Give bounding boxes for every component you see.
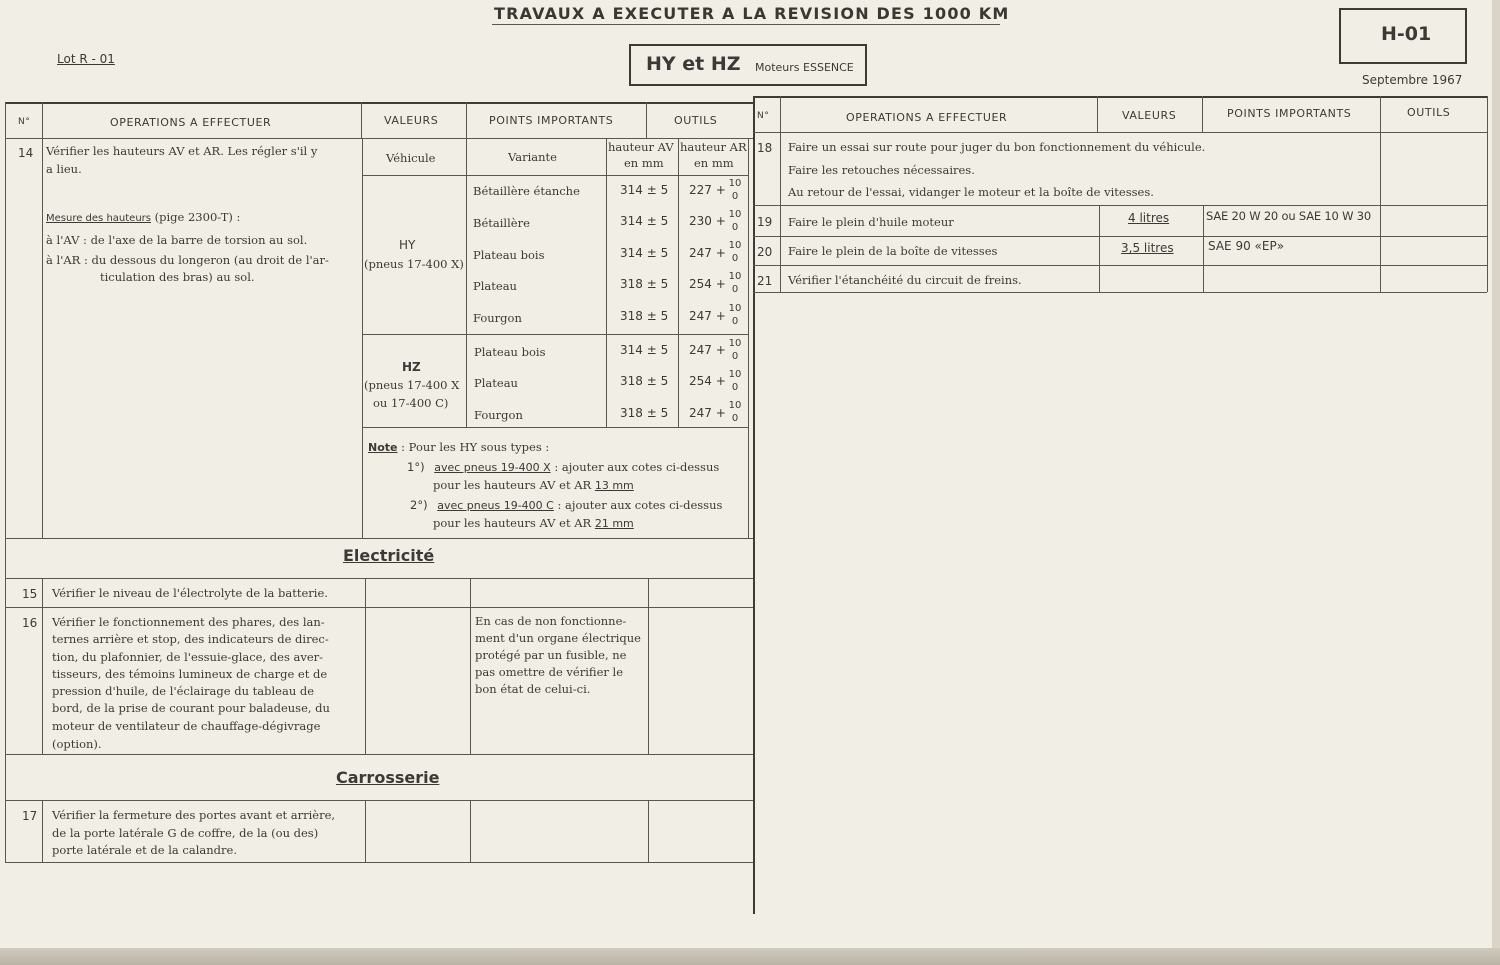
op-text: ticulation des bras) au sol. bbox=[100, 270, 255, 284]
op-text: Vérifier le niveau de l'électrolyte de la batterie. bbox=[52, 586, 328, 600]
note-num: 2°) bbox=[410, 498, 428, 512]
height-header-variant: Variante bbox=[508, 150, 557, 164]
tolerance-upper: 10 bbox=[728, 338, 742, 349]
tolerance-upper: 10 bbox=[728, 240, 742, 251]
vehicle-hy-tires: (pneus 17-400 X) bbox=[364, 257, 464, 271]
op-value: 4 litres bbox=[1128, 211, 1170, 225]
op-text: moteur de ventilateur de chauffage-dégivrage bbox=[52, 719, 321, 733]
height-variant: Plateau bois bbox=[474, 345, 546, 359]
tolerance-lower: 0 bbox=[731, 382, 739, 393]
tolerance-lower: 0 bbox=[731, 191, 739, 202]
measure-title: Mesure des hauteurs bbox=[46, 213, 151, 224]
op-text: Vérifier le fonctionnement des phares, des lan- bbox=[52, 615, 325, 629]
height-ar: 247 + bbox=[689, 343, 726, 357]
note-item-1 bbox=[407, 459, 719, 476]
height-av: 314 ± 5 bbox=[620, 214, 669, 228]
note-line: pour les hauteurs AV et AR bbox=[433, 516, 595, 530]
note-mm: 13 mm bbox=[594, 479, 634, 492]
op-point: SAE 20 W 20 ou SAE 10 W 30 bbox=[1206, 209, 1371, 223]
height-ar: 227 + bbox=[689, 183, 726, 197]
note-mm: 21 mm bbox=[594, 517, 634, 530]
op-number: 21 bbox=[757, 274, 773, 288]
note-line: pour les hauteurs AV et AR bbox=[433, 478, 595, 492]
op-text: Vérifier les hauteurs AV et AR. Les régler s'il y bbox=[46, 144, 318, 158]
tolerance-upper: 10 bbox=[728, 271, 742, 282]
op-text: tisseurs, des témoins lumineux de charge et de bbox=[52, 667, 328, 681]
height-av: 314 ± 5 bbox=[620, 343, 669, 357]
col-header-points: POINTS IMPORTANTS bbox=[1227, 107, 1352, 120]
tolerance-lower: 0 bbox=[731, 284, 739, 295]
op-text: Vérifier l'étanchéité du circuit de freins. bbox=[788, 273, 1022, 287]
op-text: porte latérale et de la calandre. bbox=[52, 843, 237, 857]
col-header-values: VALEURS bbox=[1122, 109, 1177, 122]
note-rest: : ajouter aux cotes ci-dessus bbox=[550, 460, 720, 474]
vehicle-hz: HZ bbox=[402, 360, 421, 374]
op-number: 19 bbox=[757, 215, 773, 229]
model-main: HY et HZ bbox=[646, 53, 741, 75]
vehicle-hz-tires: ou 17-400 C) bbox=[373, 396, 449, 410]
height-ar: 254 + bbox=[689, 374, 726, 388]
tolerance-lower: 0 bbox=[731, 316, 739, 327]
op-number: 15 bbox=[22, 587, 38, 601]
note-item-1-line2 bbox=[433, 477, 634, 494]
point-text: ment d'un organe électrique bbox=[475, 631, 641, 645]
page-title: TRAVAUX A EXECUTER A LA REVISION DES 1000 KM bbox=[494, 4, 1010, 23]
note-num: 1°) bbox=[407, 460, 425, 474]
height-variant: Bétaillère étanche bbox=[473, 184, 580, 198]
col-header-values: VALEURS bbox=[384, 114, 439, 127]
op-value: 3,5 litres bbox=[1121, 241, 1174, 255]
point-text: pas omettre de vérifier le bbox=[475, 665, 624, 679]
height-variant: Plateau bbox=[474, 376, 518, 390]
op-number: 18 bbox=[757, 141, 773, 155]
note-item-2 bbox=[410, 497, 722, 514]
op-text: Faire les retouches nécessaires. bbox=[788, 163, 975, 177]
tolerance-upper: 10 bbox=[728, 209, 742, 220]
model-sub: Moteurs ESSENCE bbox=[755, 61, 854, 74]
height-header-vehicle: Véhicule bbox=[386, 151, 436, 165]
op-number: 17 bbox=[22, 809, 38, 823]
tolerance-lower: 0 bbox=[731, 413, 739, 424]
col-header-num: N° bbox=[757, 111, 770, 121]
height-variant: Plateau bois bbox=[473, 248, 545, 262]
height-variant: Fourgon bbox=[474, 408, 523, 422]
model-box bbox=[629, 44, 867, 86]
note-rest: : ajouter aux cotes ci-dessus bbox=[553, 498, 723, 512]
section-electricite: Electricité bbox=[343, 546, 435, 565]
col-header-tools: OUTILS bbox=[674, 114, 718, 127]
height-header-ar-unit: en mm bbox=[694, 156, 734, 170]
height-header-av-unit: en mm bbox=[624, 156, 664, 170]
note-key: avec pneus 19-400 C bbox=[437, 499, 554, 512]
note-key: avec pneus 19-400 X bbox=[434, 461, 551, 474]
height-av: 318 ± 5 bbox=[620, 309, 669, 323]
op-text: pression d'huile, de l'éclairage du tableau de bbox=[52, 684, 315, 698]
height-variant: Plateau bbox=[473, 279, 517, 293]
tolerance-lower: 0 bbox=[731, 351, 739, 362]
op-text: Faire le plein de la boîte de vitesses bbox=[788, 244, 998, 258]
col-header-points: POINTS IMPORTANTS bbox=[489, 114, 614, 127]
page-code: H-01 bbox=[1381, 23, 1432, 45]
op-text: de la porte latérale G de coffre, de la (ou des) bbox=[52, 826, 319, 840]
tolerance-upper: 10 bbox=[728, 369, 742, 380]
op-text: Faire un essai sur route pour juger du bon fonctionnement du véhicule. bbox=[788, 140, 1206, 154]
height-header-av: hauteur AV bbox=[608, 140, 674, 154]
vehicle-hy: HY bbox=[399, 238, 416, 252]
measure-heading bbox=[46, 209, 240, 227]
page-bottom-edge bbox=[0, 948, 1500, 965]
height-av: 318 ± 5 bbox=[620, 277, 669, 291]
lot-label: Lot R - 01 bbox=[57, 52, 115, 66]
op-number: 16 bbox=[22, 616, 38, 630]
height-av: 318 ± 5 bbox=[620, 374, 669, 388]
vehicle-hz-tires: (pneus 17-400 X bbox=[364, 378, 460, 392]
op-text: à l'AR : du dessous du longeron (au droit de l'ar- bbox=[46, 253, 329, 267]
op-number: 20 bbox=[757, 245, 773, 259]
col-header-operations: OPERATIONS A EFFECTUER bbox=[110, 116, 272, 129]
op-text: à l'AV : de l'axe de la barre de torsion au sol. bbox=[46, 233, 308, 247]
height-av: 314 ± 5 bbox=[620, 246, 669, 260]
note-label: Note bbox=[368, 441, 398, 454]
tolerance-upper: 10 bbox=[728, 303, 742, 314]
section-carrosserie: Carrosserie bbox=[336, 768, 440, 787]
height-header-ar: hauteur AR bbox=[680, 140, 747, 154]
col-header-tools: OUTILS bbox=[1407, 106, 1451, 119]
height-variant: Bétaillère bbox=[473, 216, 530, 230]
tolerance-lower: 0 bbox=[731, 253, 739, 264]
height-av: 318 ± 5 bbox=[620, 406, 669, 420]
op-text: (option). bbox=[52, 737, 102, 751]
op-text: Au retour de l'essai, vidanger le moteur et la boîte de vitesses. bbox=[788, 185, 1154, 199]
height-av: 314 ± 5 bbox=[620, 183, 669, 197]
tolerance-upper: 10 bbox=[728, 400, 742, 411]
op-number: 14 bbox=[18, 146, 34, 160]
height-ar: 247 + bbox=[689, 309, 726, 323]
note-intro bbox=[368, 439, 549, 456]
height-ar: 254 + bbox=[689, 277, 726, 291]
note-intro-text: : Pour les HY sous types : bbox=[397, 440, 550, 454]
tolerance-upper: 10 bbox=[728, 178, 742, 189]
op-text: bord, de la prise de courant pour baladeuse, du bbox=[52, 701, 330, 715]
point-text: En cas de non fonctionne- bbox=[475, 614, 627, 628]
col-header-num: N° bbox=[18, 117, 31, 127]
op-text: Faire le plein d'huile moteur bbox=[788, 215, 954, 229]
op-text: Vérifier la fermeture des portes avant et arrière, bbox=[52, 808, 336, 822]
edition-date: Septembre 1967 bbox=[1362, 73, 1463, 87]
point-text: bon état de celui-ci. bbox=[475, 682, 591, 696]
point-text: protégé par un fusible, ne bbox=[475, 648, 627, 662]
op-point: SAE 90 «EP» bbox=[1208, 239, 1285, 253]
height-variant: Fourgon bbox=[473, 311, 522, 325]
col-header-operations: OPERATIONS A EFFECTUER bbox=[846, 111, 1008, 124]
code-box bbox=[1339, 8, 1467, 64]
note-item-2-line2 bbox=[433, 515, 634, 532]
height-ar: 230 + bbox=[689, 214, 726, 228]
op-text: a lieu. bbox=[46, 162, 82, 176]
height-ar: 247 + bbox=[689, 406, 726, 420]
tolerance-lower: 0 bbox=[731, 222, 739, 233]
op-text: tion, du plafonnier, de l'essuie-glace, des aver- bbox=[52, 650, 324, 664]
op-text: ternes arrière et stop, des indicateurs de direc- bbox=[52, 632, 329, 646]
measure-rest: (pige 2300-T) : bbox=[150, 210, 241, 224]
height-ar: 247 + bbox=[689, 246, 726, 260]
